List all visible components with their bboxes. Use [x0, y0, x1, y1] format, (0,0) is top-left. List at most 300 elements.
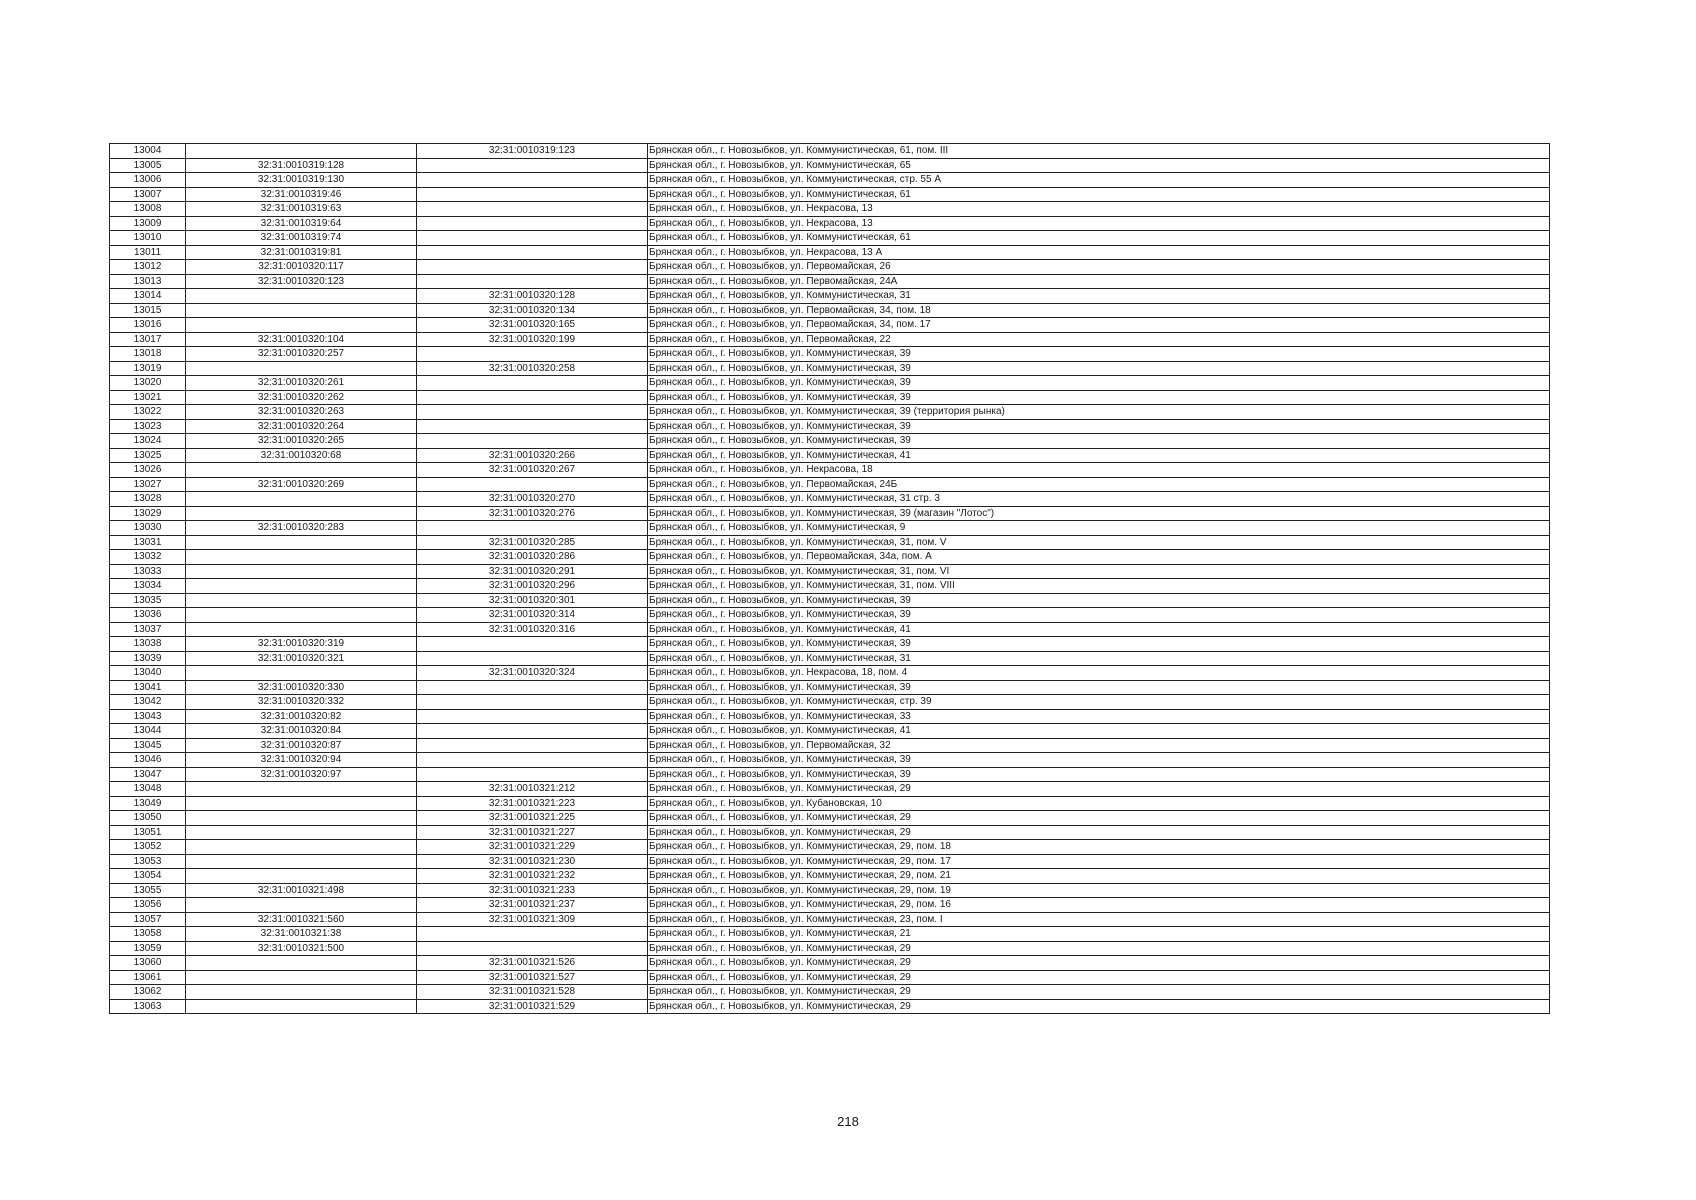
cadastral-number-cell [186, 593, 417, 608]
linked-cadastral-number-cell: 32:31:0010320:165 [417, 318, 648, 333]
cadastral-number-cell [186, 289, 417, 304]
cadastral-number-cell [186, 463, 417, 478]
row-number-cell: 13032 [110, 550, 186, 565]
cadastral-number-cell [186, 579, 417, 594]
table-row [110, 927, 1550, 942]
row-number-cell: 13005 [110, 158, 186, 173]
linked-cadastral-number-cell: 32:31:0010321:225 [417, 811, 648, 826]
linked-cadastral-number-cell [417, 216, 648, 231]
table-row [110, 289, 1550, 304]
row-number-cell: 13058 [110, 927, 186, 942]
row-number-cell: 13060 [110, 956, 186, 971]
address-cell: Брянская обл., г. Новозыбков, ул. Первомайская, 24Б [648, 477, 1550, 492]
table-row [110, 825, 1550, 840]
linked-cadastral-number-cell [417, 637, 648, 652]
table-row [110, 869, 1550, 884]
row-number-cell: 13041 [110, 680, 186, 695]
cadastral-number-cell: 32:31:0010320:263 [186, 405, 417, 420]
cadastral-number-cell [186, 985, 417, 1000]
row-number-cell: 13006 [110, 173, 186, 188]
cadastral-number-cell [186, 361, 417, 376]
row-number-cell: 13027 [110, 477, 186, 492]
table-row [110, 347, 1550, 362]
row-number-cell: 13016 [110, 318, 186, 333]
address-cell: Брянская обл., г. Новозыбков, ул. Коммунистическая, 31 [648, 651, 1550, 666]
table-row [110, 274, 1550, 289]
cadastral-number-cell: 32:31:0010320:332 [186, 695, 417, 710]
address-cell: Брянская обл., г. Новозыбков, ул. Коммунистическая, 31 [648, 289, 1550, 304]
table-row [110, 898, 1550, 913]
cadastral-number-cell: 32:31:0010320:265 [186, 434, 417, 449]
address-cell: Брянская обл., г. Новозыбков, ул. Коммунистическая, 39 [648, 419, 1550, 434]
cadastral-number-cell: 32:31:0010321:38 [186, 927, 417, 942]
address-cell: Брянская обл., г. Новозыбков, ул. Коммунистическая, 29, пом. 18 [648, 840, 1550, 855]
cadastral-number-cell [186, 622, 417, 637]
row-number-cell: 13012 [110, 260, 186, 275]
row-number-cell: 13010 [110, 231, 186, 246]
table-row [110, 202, 1550, 217]
registry-table-body [110, 144, 1550, 1014]
row-number-cell: 13018 [110, 347, 186, 362]
table-row [110, 782, 1550, 797]
cadastral-number-cell: 32:31:0010320:262 [186, 390, 417, 405]
cadastral-number-cell: 32:31:0010320:283 [186, 521, 417, 536]
cadastral-number-cell: 32:31:0010319:81 [186, 245, 417, 260]
table-row [110, 666, 1550, 681]
address-cell: Брянская обл., г. Новозыбков, ул. Первомайская, 26 [648, 260, 1550, 275]
row-number-cell: 13049 [110, 796, 186, 811]
row-number-cell: 13008 [110, 202, 186, 217]
cadastral-number-cell: 32:31:0010319:46 [186, 187, 417, 202]
linked-cadastral-number-cell [417, 390, 648, 405]
address-cell: Брянская обл., г. Новозыбков, ул. Некрасова, 18, пом. 4 [648, 666, 1550, 681]
cadastral-number-cell: 32:31:0010321:498 [186, 883, 417, 898]
address-cell: Брянская обл., г. Новозыбков, ул. Первомайская, 24А [648, 274, 1550, 289]
table-row [110, 637, 1550, 652]
address-cell: Брянская обл., г. Новозыбков, ул. Коммунистическая, 39 (территория рынка) [648, 405, 1550, 420]
row-number-cell: 13063 [110, 999, 186, 1014]
cadastral-number-cell: 32:31:0010321:500 [186, 941, 417, 956]
address-cell: Брянская обл., г. Новозыбков, ул. Коммунистическая, 39 [648, 434, 1550, 449]
row-number-cell: 13034 [110, 579, 186, 594]
row-number-cell: 13059 [110, 941, 186, 956]
linked-cadastral-number-cell: 32:31:0010320:291 [417, 564, 648, 579]
address-cell: Брянская обл., г. Новозыбков, ул. Коммунистическая, 39 [648, 593, 1550, 608]
linked-cadastral-number-cell [417, 187, 648, 202]
cadastral-number-cell: 32:31:0010320:123 [186, 274, 417, 289]
cadastral-number-cell [186, 840, 417, 855]
linked-cadastral-number-cell: 32:31:0010321:529 [417, 999, 648, 1014]
linked-cadastral-number-cell: 32:31:0010321:223 [417, 796, 648, 811]
address-cell: Брянская обл., г. Новозыбков, ул. Коммунистическая, 29 [648, 825, 1550, 840]
table-row [110, 738, 1550, 753]
linked-cadastral-number-cell [417, 405, 648, 420]
cadastral-number-cell [186, 796, 417, 811]
table-row [110, 840, 1550, 855]
address-cell: Брянская обл., г. Новозыбков, ул. Коммунистическая, 23, пом. I [648, 912, 1550, 927]
linked-cadastral-number-cell: 32:31:0010320:296 [417, 579, 648, 594]
table-row [110, 477, 1550, 492]
address-cell: Брянская обл., г. Новозыбков, ул. Коммунистическая, 21 [648, 927, 1550, 942]
cadastral-number-cell: 32:31:0010320:87 [186, 738, 417, 753]
row-number-cell: 13017 [110, 332, 186, 347]
linked-cadastral-number-cell: 32:31:0010319:123 [417, 144, 648, 159]
row-number-cell: 13038 [110, 637, 186, 652]
linked-cadastral-number-cell: 32:31:0010321:527 [417, 970, 648, 985]
linked-cadastral-number-cell [417, 158, 648, 173]
row-number-cell: 13023 [110, 419, 186, 434]
cadastral-number-cell: 32:31:0010319:64 [186, 216, 417, 231]
row-number-cell: 13021 [110, 390, 186, 405]
linked-cadastral-number-cell: 32:31:0010320:128 [417, 289, 648, 304]
cadastral-number-cell: 32:31:0010320:84 [186, 724, 417, 739]
cadastral-number-cell: 32:31:0010319:130 [186, 173, 417, 188]
cadastral-number-cell [186, 811, 417, 826]
linked-cadastral-number-cell: 32:31:0010320:258 [417, 361, 648, 376]
cadastral-number-cell [186, 825, 417, 840]
address-cell: Брянская обл., г. Новозыбков, ул. Коммунистическая, 39 [648, 608, 1550, 623]
row-number-cell: 13035 [110, 593, 186, 608]
address-cell: Брянская обл., г. Новозыбков, ул. Коммунистическая, 61 [648, 231, 1550, 246]
row-number-cell: 13044 [110, 724, 186, 739]
table-row [110, 158, 1550, 173]
linked-cadastral-number-cell [417, 521, 648, 536]
table-row [110, 985, 1550, 1000]
linked-cadastral-number-cell: 32:31:0010321:232 [417, 869, 648, 884]
linked-cadastral-number-cell [417, 231, 648, 246]
table-row [110, 231, 1550, 246]
row-number-cell: 13030 [110, 521, 186, 536]
linked-cadastral-number-cell [417, 202, 648, 217]
linked-cadastral-number-cell: 32:31:0010320:270 [417, 492, 648, 507]
linked-cadastral-number-cell: 32:31:0010320:267 [417, 463, 648, 478]
cadastral-number-cell: 32:31:0010320:82 [186, 709, 417, 724]
row-number-cell: 13056 [110, 898, 186, 913]
address-cell: Брянская обл., г. Новозыбков, ул. Коммунистическая, 29 [648, 999, 1550, 1014]
linked-cadastral-number-cell [417, 680, 648, 695]
table-row [110, 550, 1550, 565]
row-number-cell: 13036 [110, 608, 186, 623]
address-cell: Брянская обл., г. Новозыбков, ул. Коммунистическая, 29 [648, 811, 1550, 826]
linked-cadastral-number-cell [417, 245, 648, 260]
linked-cadastral-number-cell [417, 695, 648, 710]
address-cell: Брянская обл., г. Новозыбков, ул. Некрасова, 13 [648, 216, 1550, 231]
linked-cadastral-number-cell: 32:31:0010321:526 [417, 956, 648, 971]
cadastral-number-cell: 32:31:0010320:94 [186, 753, 417, 768]
table-row [110, 521, 1550, 536]
table-row [110, 564, 1550, 579]
row-number-cell: 13014 [110, 289, 186, 304]
cadastral-number-cell: 32:31:0010320:117 [186, 260, 417, 275]
linked-cadastral-number-cell [417, 651, 648, 666]
cadastral-number-cell [186, 506, 417, 521]
row-number-cell: 13048 [110, 782, 186, 797]
table-row [110, 680, 1550, 695]
address-cell: Брянская обл., г. Новозыбков, ул. Коммунистическая, 41 [648, 622, 1550, 637]
table-row [110, 260, 1550, 275]
cadastral-number-cell [186, 999, 417, 1014]
row-number-cell: 13029 [110, 506, 186, 521]
address-cell: Брянская обл., г. Новозыбков, ул. Коммунистическая, 39 [648, 347, 1550, 362]
table-row [110, 506, 1550, 521]
table-row [110, 376, 1550, 391]
table-row [110, 695, 1550, 710]
address-cell: Брянская обл., г. Новозыбков, ул. Коммунистическая, 39 [648, 361, 1550, 376]
row-number-cell: 13045 [110, 738, 186, 753]
address-cell: Брянская обл., г. Новозыбков, ул. Коммунистическая, 39 [648, 637, 1550, 652]
table-row [110, 405, 1550, 420]
linked-cadastral-number-cell [417, 724, 648, 739]
linked-cadastral-number-cell: 32:31:0010320:285 [417, 535, 648, 550]
address-cell: Брянская обл., г. Новозыбков, ул. Коммунистическая, стр. 39 [648, 695, 1550, 710]
address-cell: Брянская обл., г. Новозыбков, ул. Некрасова, 13 [648, 202, 1550, 217]
address-cell: Брянская обл., г. Новозыбков, ул. Коммунистическая, 29 [648, 941, 1550, 956]
cadastral-number-cell: 32:31:0010320:257 [186, 347, 417, 362]
linked-cadastral-number-cell: 32:31:0010321:227 [417, 825, 648, 840]
row-number-cell: 13024 [110, 434, 186, 449]
address-cell: Брянская обл., г. Новозыбков, ул. Коммунистическая, 29 [648, 956, 1550, 971]
linked-cadastral-number-cell: 32:31:0010320:301 [417, 593, 648, 608]
cadastral-number-cell: 32:31:0010320:264 [186, 419, 417, 434]
address-cell: Брянская обл., г. Новозыбков, ул. Коммунистическая, 39 [648, 390, 1550, 405]
address-cell: Брянская обл., г. Новозыбков, ул. Коммунистическая, 39 [648, 680, 1550, 695]
row-number-cell: 13026 [110, 463, 186, 478]
row-number-cell: 13052 [110, 840, 186, 855]
address-cell: Брянская обл., г. Новозыбков, ул. Коммунистическая, 33 [648, 709, 1550, 724]
address-cell: Брянская обл., г. Новозыбков, ул. Кубановская, 10 [648, 796, 1550, 811]
address-cell: Брянская обл., г. Новозыбков, ул. Коммунистическая, 41 [648, 724, 1550, 739]
table-row [110, 753, 1550, 768]
address-cell: Брянская обл., г. Новозыбков, ул. Коммунистическая, 41 [648, 448, 1550, 463]
linked-cadastral-number-cell: 32:31:0010320:134 [417, 303, 648, 318]
linked-cadastral-number-cell [417, 477, 648, 492]
row-number-cell: 13054 [110, 869, 186, 884]
address-cell: Брянская обл., г. Новозыбков, ул. Коммунистическая, 39 [648, 376, 1550, 391]
address-cell: Брянская обл., г. Новозыбков, ул. Первомайская, 22 [648, 332, 1550, 347]
linked-cadastral-number-cell [417, 434, 648, 449]
row-number-cell: 13019 [110, 361, 186, 376]
row-number-cell: 13009 [110, 216, 186, 231]
table-row [110, 144, 1550, 159]
row-number-cell: 13039 [110, 651, 186, 666]
registry-table [109, 143, 1550, 1014]
cadastral-number-cell [186, 318, 417, 333]
table-row [110, 593, 1550, 608]
table-row [110, 216, 1550, 231]
cadastral-number-cell [186, 869, 417, 884]
linked-cadastral-number-cell: 32:31:0010321:212 [417, 782, 648, 797]
linked-cadastral-number-cell [417, 274, 648, 289]
cadastral-number-cell: 32:31:0010321:560 [186, 912, 417, 927]
cadastral-number-cell: 32:31:0010320:321 [186, 651, 417, 666]
row-number-cell: 13004 [110, 144, 186, 159]
cadastral-number-cell [186, 854, 417, 869]
page-number: 218 [837, 1114, 859, 1129]
linked-cadastral-number-cell [417, 347, 648, 362]
cadastral-number-cell: 32:31:0010320:319 [186, 637, 417, 652]
linked-cadastral-number-cell: 32:31:0010320:324 [417, 666, 648, 681]
row-number-cell: 13047 [110, 767, 186, 782]
address-cell: Брянская обл., г. Новозыбков, ул. Коммунистическая, 31, пом. VI [648, 564, 1550, 579]
cadastral-number-cell [186, 535, 417, 550]
linked-cadastral-number-cell [417, 709, 648, 724]
cadastral-number-cell [186, 492, 417, 507]
cadastral-number-cell: 32:31:0010320:261 [186, 376, 417, 391]
address-cell: Брянская обл., г. Новозыбков, ул. Коммунистическая, 9 [648, 521, 1550, 536]
linked-cadastral-number-cell [417, 260, 648, 275]
address-cell: Брянская обл., г. Новозыбков, ул. Коммунистическая, 29 [648, 985, 1550, 1000]
linked-cadastral-number-cell: 32:31:0010321:230 [417, 854, 648, 869]
row-number-cell: 13051 [110, 825, 186, 840]
address-cell: Брянская обл., г. Новозыбков, ул. Первомайская, 32 [648, 738, 1550, 753]
table-row [110, 709, 1550, 724]
linked-cadastral-number-cell: 32:31:0010321:237 [417, 898, 648, 913]
cadastral-number-cell [186, 666, 417, 681]
table-row [110, 535, 1550, 550]
table-row [110, 651, 1550, 666]
table-row [110, 811, 1550, 826]
cadastral-number-cell [186, 608, 417, 623]
row-number-cell: 13011 [110, 245, 186, 260]
address-cell: Брянская обл., г. Новозыбков, ул. Коммунистическая, 29, пом. 17 [648, 854, 1550, 869]
cadastral-number-cell: 32:31:0010320:104 [186, 332, 417, 347]
address-cell: Брянская обл., г. Новозыбков, ул. Коммунистическая, стр. 55 А [648, 173, 1550, 188]
row-number-cell: 13061 [110, 970, 186, 985]
table-row [110, 608, 1550, 623]
table-row [110, 767, 1550, 782]
cadastral-number-cell [186, 782, 417, 797]
table-row [110, 173, 1550, 188]
row-number-cell: 13022 [110, 405, 186, 420]
table-row [110, 434, 1550, 449]
table-row [110, 999, 1550, 1014]
address-cell: Брянская обл., г. Новозыбков, ул. Некрасова, 13 А [648, 245, 1550, 260]
row-number-cell: 13015 [110, 303, 186, 318]
table-row [110, 463, 1550, 478]
table-row [110, 883, 1550, 898]
table-row [110, 448, 1550, 463]
address-cell: Брянская обл., г. Новозыбков, ул. Первомайская, 34а, пом. А [648, 550, 1550, 565]
table-row [110, 956, 1550, 971]
linked-cadastral-number-cell: 32:31:0010320:316 [417, 622, 648, 637]
row-number-cell: 13033 [110, 564, 186, 579]
row-number-cell: 13025 [110, 448, 186, 463]
row-number-cell: 13007 [110, 187, 186, 202]
cadastral-number-cell: 32:31:0010319:74 [186, 231, 417, 246]
table-row [110, 854, 1550, 869]
cadastral-number-cell [186, 970, 417, 985]
row-number-cell: 13040 [110, 666, 186, 681]
linked-cadastral-number-cell [417, 419, 648, 434]
row-number-cell: 13057 [110, 912, 186, 927]
table-row [110, 724, 1550, 739]
row-number-cell: 13053 [110, 854, 186, 869]
address-cell: Брянская обл., г. Новозыбков, ул. Коммунистическая, 61, пом. III [648, 144, 1550, 159]
linked-cadastral-number-cell: 32:31:0010320:199 [417, 332, 648, 347]
address-cell: Брянская обл., г. Новозыбков, ул. Коммунистическая, 31, пом. VIII [648, 579, 1550, 594]
table-row [110, 419, 1550, 434]
linked-cadastral-number-cell: 32:31:0010321:528 [417, 985, 648, 1000]
cadastral-number-cell [186, 564, 417, 579]
cadastral-number-cell [186, 303, 417, 318]
row-number-cell: 13037 [110, 622, 186, 637]
table-row [110, 361, 1550, 376]
address-cell: Брянская обл., г. Новозыбков, ул. Некрасова, 18 [648, 463, 1550, 478]
table-row [110, 245, 1550, 260]
address-cell: Брянская обл., г. Новозыбков, ул. Коммунистическая, 39 (магазин "Лотос") [648, 506, 1550, 521]
linked-cadastral-number-cell [417, 767, 648, 782]
address-cell: Брянская обл., г. Новозыбков, ул. Коммунистическая, 29 [648, 970, 1550, 985]
cadastral-number-cell: 32:31:0010320:68 [186, 448, 417, 463]
linked-cadastral-number-cell [417, 927, 648, 942]
linked-cadastral-number-cell: 32:31:0010320:314 [417, 608, 648, 623]
linked-cadastral-number-cell: 32:31:0010320:266 [417, 448, 648, 463]
address-cell: Брянская обл., г. Новозыбков, ул. Первомайская, 34, пом. 18 [648, 303, 1550, 318]
table-row [110, 970, 1550, 985]
cadastral-number-cell [186, 144, 417, 159]
address-cell: Брянская обл., г. Новозыбков, ул. Коммунистическая, 29, пом. 16 [648, 898, 1550, 913]
linked-cadastral-number-cell [417, 738, 648, 753]
cadastral-number-cell: 32:31:0010320:97 [186, 767, 417, 782]
cadastral-number-cell [186, 898, 417, 913]
row-number-cell: 13050 [110, 811, 186, 826]
cadastral-number-cell: 32:31:0010320:269 [186, 477, 417, 492]
linked-cadastral-number-cell [417, 941, 648, 956]
row-number-cell: 13020 [110, 376, 186, 391]
address-cell: Брянская обл., г. Новозыбков, ул. Коммунистическая, 29 [648, 782, 1550, 797]
table-row [110, 492, 1550, 507]
cadastral-number-cell [186, 956, 417, 971]
address-cell: Брянская обл., г. Новозыбков, ул. Коммунистическая, 39 [648, 767, 1550, 782]
linked-cadastral-number-cell: 32:31:0010321:229 [417, 840, 648, 855]
address-cell: Брянская обл., г. Новозыбков, ул. Коммунистическая, 39 [648, 753, 1550, 768]
address-cell: Брянская обл., г. Новозыбков, ул. Коммунистическая, 29, пом. 19 [648, 883, 1550, 898]
table-row [110, 941, 1550, 956]
linked-cadastral-number-cell [417, 173, 648, 188]
address-cell: Брянская обл., г. Новозыбков, ул. Коммунистическая, 65 [648, 158, 1550, 173]
cadastral-number-cell: 32:31:0010320:330 [186, 680, 417, 695]
table-row [110, 303, 1550, 318]
linked-cadastral-number-cell: 32:31:0010320:276 [417, 506, 648, 521]
linked-cadastral-number-cell [417, 753, 648, 768]
row-number-cell: 13013 [110, 274, 186, 289]
row-number-cell: 13028 [110, 492, 186, 507]
linked-cadastral-number-cell: 32:31:0010320:286 [417, 550, 648, 565]
table-row [110, 187, 1550, 202]
row-number-cell: 13031 [110, 535, 186, 550]
cadastral-number-cell: 32:31:0010319:63 [186, 202, 417, 217]
address-cell: Брянская обл., г. Новозыбков, ул. Первомайская, 34, пом. 17 [648, 318, 1550, 333]
cadastral-number-cell: 32:31:0010319:128 [186, 158, 417, 173]
row-number-cell: 13042 [110, 695, 186, 710]
table-row [110, 579, 1550, 594]
row-number-cell: 13046 [110, 753, 186, 768]
table-row [110, 390, 1550, 405]
address-cell: Брянская обл., г. Новозыбков, ул. Коммунистическая, 31 стр. 3 [648, 492, 1550, 507]
address-cell: Брянская обл., г. Новозыбков, ул. Коммунистическая, 61 [648, 187, 1550, 202]
linked-cadastral-number-cell [417, 376, 648, 391]
row-number-cell: 13043 [110, 709, 186, 724]
table-row [110, 796, 1550, 811]
table-row [110, 622, 1550, 637]
linked-cadastral-number-cell: 32:31:0010321:309 [417, 912, 648, 927]
row-number-cell: 13062 [110, 985, 186, 1000]
row-number-cell: 13055 [110, 883, 186, 898]
linked-cadastral-number-cell: 32:31:0010321:233 [417, 883, 648, 898]
address-cell: Брянская обл., г. Новозыбков, ул. Коммунистическая, 29, пом. 21 [648, 869, 1550, 884]
table-row [110, 318, 1550, 333]
table-row [110, 912, 1550, 927]
